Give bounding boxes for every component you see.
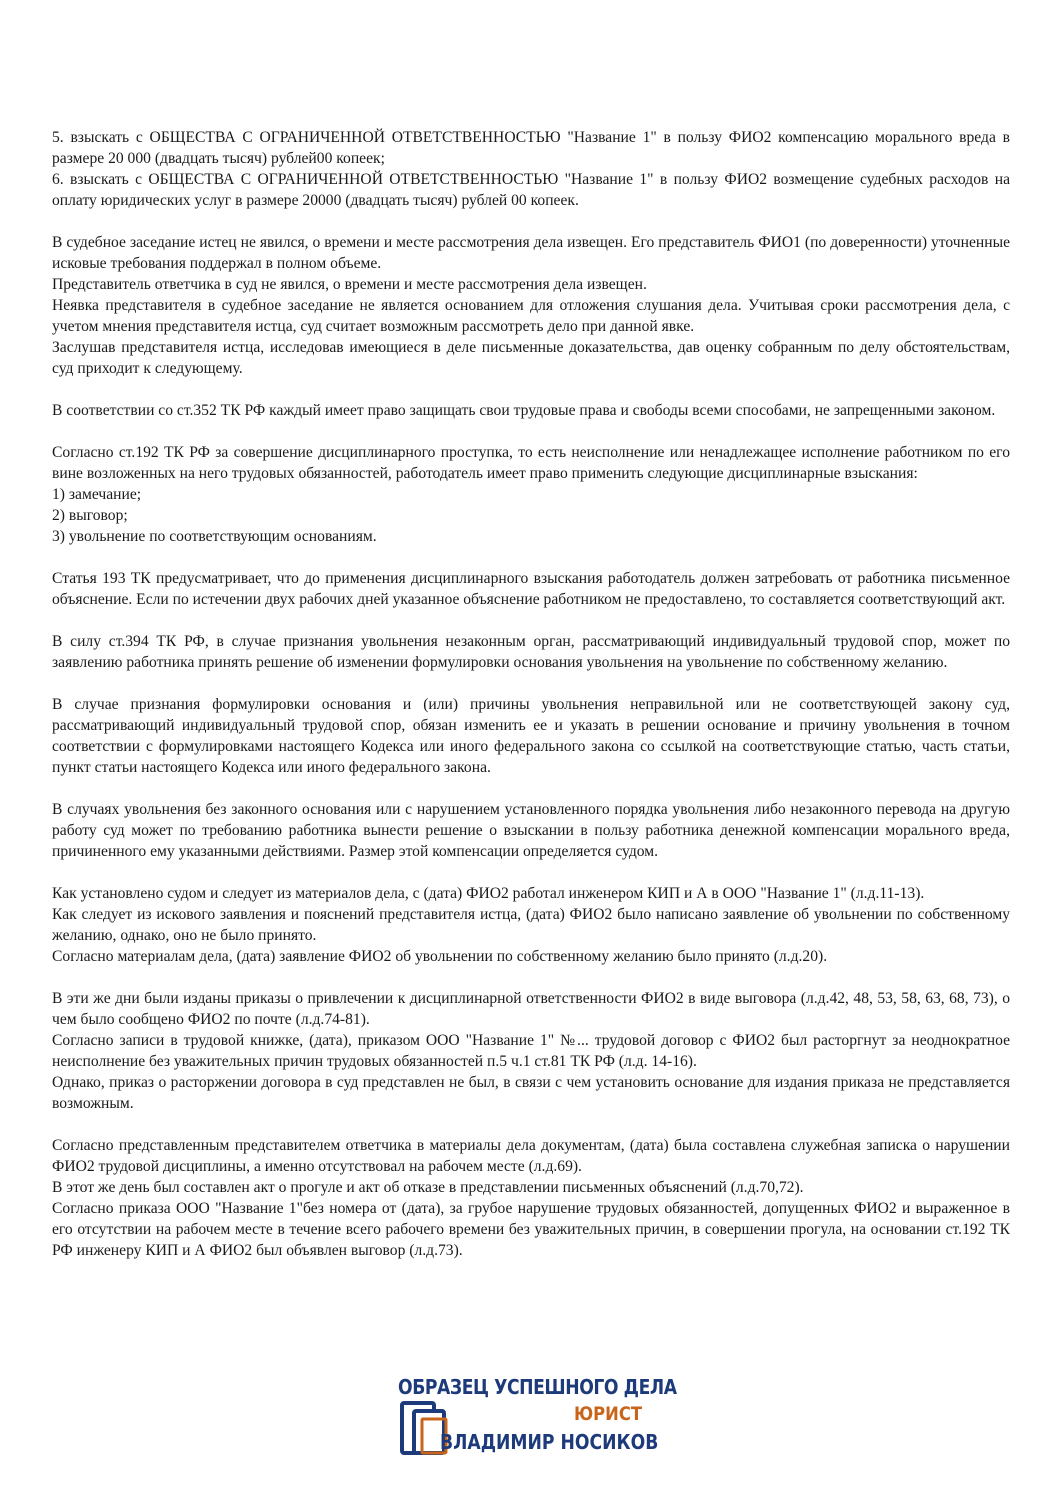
text-line: Согласно записи в трудовой книжке, (дата), приказом ООО "Название 1" №... трудовой договор с ФИО2 был расторгнут за неоднократное неисполнение без уважительных причин трудовых обязанностей п.5 ч.1 ст.81 ТК РФ (л.д. 14-16). xyxy=(52,1032,1010,1070)
text-line: Однако, приказ о расторжении договора в суд представлен не был, в связи с чем установить основание для издания приказа не представляется возможным. xyxy=(52,1074,1010,1112)
logo xyxy=(398,1375,677,1461)
text-line: Как следует из искового заявления и пояснений представителя истца, (дата) ФИО2 было написано заявление об увольнении по собственному желанию, однако, оно не было принято. xyxy=(52,906,1010,944)
paragraph xyxy=(52,631,1010,673)
text-line: Согласно ст.192 ТК РФ за совершение дисциплинарного проступка, то есть неисполнение или ненадлежащее исполнение работником по его вине возложенных на него трудовых обязанностей, работодатель имеет право применить следующие дисциплинарные взыскания: xyxy=(52,444,1010,482)
text-line: 5. взыскать с ОБЩЕСТВА С ОГРАНИЧЕННОЙ ОТВЕТСТВЕННОСТЬЮ "Название 1" в пользу ФИО2 компенсацию морального вреда в размере 20 000 (двадцать тысяч) рублей00 копеек; xyxy=(52,129,1010,167)
text-line: В этот же день был составлен акт о прогуле и акт об отказе в представлении письменных объяснений (л.д.70,72). xyxy=(52,1179,804,1196)
paragraph xyxy=(52,799,1010,862)
paragraph xyxy=(52,988,1010,1114)
logo-title: ОБРАЗЕЦ УСПЕШНОГО ДЕЛА xyxy=(398,1375,677,1399)
paragraph xyxy=(52,1135,1010,1261)
logo-role: ЮРИСТ xyxy=(574,1403,642,1425)
text-line: Статья 193 ТК предусматривает, что до применения дисциплинарного взыскания работодатель должен затребовать от работника письменное объяснение. Если по истечении двух рабочих дней указанное объяснение работником не предоставлено, то составляется соответствующий акт. xyxy=(52,570,1010,608)
text-line: 6. взыскать с ОБЩЕСТВА С ОГРАНИЧЕННОЙ ОТВЕТСТВЕННОСТЬЮ "Название 1" в пользу ФИО2 возмещение судебных расходов на оплату юридических услуг в размере 20000 (двадцать тысяч) рублей 00 копеек. xyxy=(52,171,1010,209)
text-line: Согласно приказа ООО "Название 1"без номера от (дата), за грубое нарушение трудовых обязанностей, допущенных ФИО2 и выраженное в его отсутствии на рабочем месте в течение всего рабочего времени без уважительных причин, в совершении прогула, на основании ст.192 ТК РФ инженеру КИП и А ФИО2 был объявлен выговор (л.д.73). xyxy=(52,1200,1010,1259)
list-item: 3) увольнение по соответствующим основаниям. xyxy=(52,528,377,545)
document-body xyxy=(52,127,1010,1282)
paragraph xyxy=(52,442,1010,547)
text-line: Согласно представленным представителем ответчика в материалы дела документам, (дата) была составлена служебная записка о нарушении ФИО2 трудовой дисциплины, а именно отсутствовал на рабочем месте (л.д.69). xyxy=(52,1137,1010,1175)
paragraph xyxy=(52,400,1010,421)
text-line: В эти же дни были изданы приказы о привлечении к дисциплинарной ответственности ФИО2 в виде выговора (л.д.42, 48, 53, 58, 63, 68, 73), о чем было сообщено ФИО2 по почте (л.д.74-81). xyxy=(52,990,1010,1028)
list-item: 2) выговор; xyxy=(52,507,128,524)
text-line: В силу ст.394 ТК РФ, в случае признания увольнения незаконным орган, рассматривающий индивидуальный трудовой спор, может по заявлению работника принять решение об изменении формулировки основания увольнения на увольнение по собственному желанию. xyxy=(52,633,1010,671)
text-line: Заслушав представителя истца, исследовав имеющиеся в деле письменные доказательства, дав оценку собранным по делу обстоятельствам, суд приходит к следующему. xyxy=(52,339,1010,377)
logo-name: ВЛАДИМИР НОСИКОВ xyxy=(440,1430,659,1454)
text-line: Неявка представителя в судебное заседание не является основанием для отложения слушания дела. Учитывая сроки рассмотрения дела, с учетом мнения представителя истца, суд считает возможным рассмотреть дело при данной явке. xyxy=(52,297,1010,335)
text-line: В случае признания формулировки основания и (или) причины увольнения неправильной или не соответствующей закону суд, рассматривающий индивидуальный трудовой спор, обязан изменить ее и указать в решении основание и причину увольнения в точном соответствии с формулировками настоящего Кодекса или иного федерального закона со ссылкой на соответствующие статью, часть статьи, пункт статьи настоящего Кодекса или иного федерального закона. xyxy=(52,696,1010,776)
paragraph xyxy=(52,232,1010,379)
text-line: Согласно материалам дела, (дата) заявление ФИО2 об увольнении по собственному желанию было принято (л.д.20). xyxy=(52,948,828,965)
text-line: В случаях увольнения без законного основания или с нарушением установленного порядка увольнения либо незаконного перевода на другую работу суд может по требованию работника вынести решение о взыскании в пользу работника денежной компенсации морального вреда, причиненного ему указанными действиями. Размер этой компенсации определяется судом. xyxy=(52,801,1010,860)
paragraph xyxy=(52,568,1010,610)
text-line: В судебное заседание истец не явился, о времени и месте рассмотрения дела извещен. Его представитель ФИО1 (по доверенности) уточненные исковые требования поддержал в полном объеме. xyxy=(52,234,1010,272)
paragraph xyxy=(52,127,1010,211)
text-line: Как установлено судом и следует из материалов дела, с (дата) ФИО2 работал инженером КИП и А в ООО "Название 1" (л.д.11-13). xyxy=(52,885,925,902)
text-line: В соответствии со ст.352 ТК РФ каждый имеет право защищать свои трудовые права и свободы всеми способами, не запрещенными законом. xyxy=(52,402,996,419)
list-item: 1) замечание; xyxy=(52,486,142,503)
paragraph xyxy=(52,694,1010,778)
text-line: Представитель ответчика в суд не явился, о времени и месте рассмотрения дела извещен. xyxy=(52,276,647,293)
paragraph xyxy=(52,883,1010,967)
